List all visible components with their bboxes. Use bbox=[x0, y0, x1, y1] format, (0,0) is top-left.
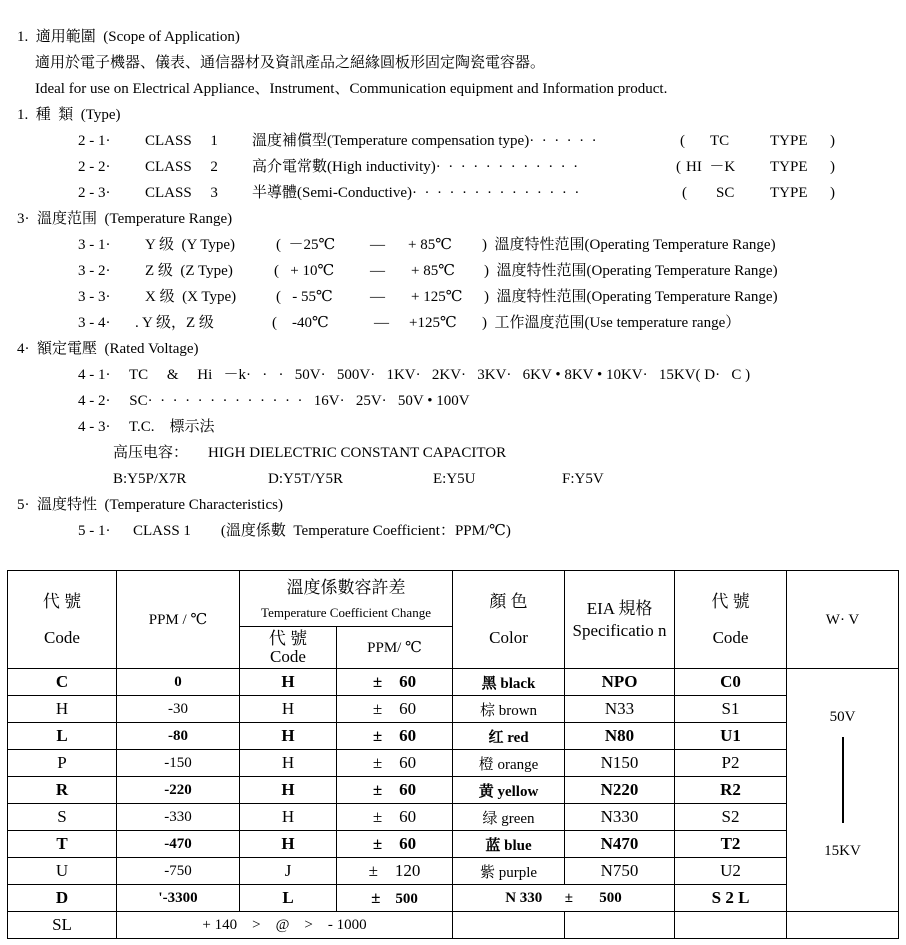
type-item-class: CLASS 3 bbox=[145, 185, 218, 201]
scope-title: 1. 適用範圍 (Scope of Application) bbox=[17, 29, 240, 45]
rated-voltage-title: 4· 額定電壓 (Rated Voltage) bbox=[17, 341, 199, 357]
cell-color: 黄 yellow bbox=[453, 777, 565, 804]
temp-range-low: ( －25℃ bbox=[276, 237, 336, 253]
cell-pm: ± bbox=[372, 699, 383, 718]
cell-tol: 60 bbox=[399, 807, 417, 826]
cell-ppm: 0 bbox=[117, 669, 240, 696]
cell-pm: ± bbox=[372, 780, 383, 799]
cell-pm: ± bbox=[372, 753, 383, 772]
tc-code-b: B:Y5P/X7R bbox=[113, 471, 187, 487]
cell-code: P bbox=[8, 750, 117, 777]
hv-capacitor-label: 高压电容： bbox=[113, 445, 189, 461]
table-row bbox=[8, 912, 899, 939]
table-row bbox=[8, 858, 899, 885]
cell-tc-code: J bbox=[240, 858, 337, 885]
temp-range-desc: ) 工作溫度范围(Use temperature range） bbox=[482, 315, 741, 331]
cell-tolerance bbox=[337, 723, 453, 750]
scope-text-zh: 適用於電子機器、儀表、通信器材及資訊產品之絕緣圓板形固定陶瓷電容器。 bbox=[35, 55, 546, 71]
temp-range-desc: ) 溫度特性范围(Operating Temperature Range) bbox=[482, 237, 776, 253]
temp-coefficient-table bbox=[7, 570, 899, 939]
temp-range-low: ( -40℃ bbox=[272, 315, 329, 331]
cell-color: 黑 black bbox=[453, 669, 565, 696]
cell-tolerance bbox=[337, 804, 453, 831]
cell-eia: N330 bbox=[565, 804, 675, 831]
table-row bbox=[8, 723, 899, 750]
cell-tolerance bbox=[337, 885, 453, 912]
cell-empty bbox=[565, 912, 675, 939]
type-item-desc: 半導體(Semi-Conductive)· · · · · · · · · · · · · · bbox=[252, 185, 580, 201]
table-row bbox=[8, 669, 899, 696]
temp-range-dash: — bbox=[370, 263, 385, 279]
header-sub-ppm: PPM/ ℃ bbox=[337, 627, 453, 669]
cell-ppm: -470 bbox=[117, 831, 240, 858]
temp-range-type: . Y 级，Z 级 bbox=[135, 315, 214, 331]
cell-code2: U2 bbox=[675, 858, 787, 885]
cell-tc-code: H bbox=[240, 669, 337, 696]
cell-code: SL bbox=[8, 912, 117, 939]
type-item-close: ) bbox=[830, 133, 835, 149]
tc-code-f: F:Y5V bbox=[562, 471, 604, 487]
header-tcc-zh: 溫度係數容許差 bbox=[286, 577, 406, 597]
tc-code-d: D:Y5T/Y5R bbox=[268, 471, 343, 487]
type-item-open: ( bbox=[682, 185, 687, 201]
type-item-no: 2 - 2· bbox=[78, 159, 111, 175]
tc-marking-method: 4 - 3· T.C. 標示法 bbox=[78, 419, 215, 435]
cell-ppm: -220 bbox=[117, 777, 240, 804]
temp-range-no: 3 - 4· bbox=[78, 315, 111, 331]
cell-color: 紫 purple bbox=[453, 858, 565, 885]
cell-tolerance bbox=[337, 858, 453, 885]
cell-tolerance bbox=[337, 831, 453, 858]
cell-pm: ± bbox=[372, 726, 383, 745]
type-item-code: SC bbox=[716, 185, 735, 201]
cell-tc-code: H bbox=[240, 750, 337, 777]
cell-eia: N80 bbox=[565, 723, 675, 750]
rated-voltage-tc-hik: 4 - 1· TC & Hi －k· · · 50V· 500V· 1KV· 2KV· 3KV· 6KV • 8KV • 10KV· 15KV( D· C ) bbox=[78, 367, 751, 383]
type-item-open: ( bbox=[680, 133, 685, 149]
cell-pm: ± bbox=[371, 888, 381, 907]
cell-tol: 60 bbox=[399, 753, 417, 772]
temp-range-low: ( - 55℃ bbox=[276, 289, 333, 305]
cell-code2: S1 bbox=[675, 696, 787, 723]
header-sub-code-en: Code bbox=[270, 646, 306, 666]
cell-pm: ± bbox=[368, 861, 378, 880]
temp-char-title: 5· 溫度特性 (Temperature Characteristics) bbox=[17, 497, 283, 513]
temp-range-high: + 125℃ bbox=[411, 289, 463, 305]
temp-range-desc: ) 溫度特性范围(Operating Temperature Range) bbox=[484, 289, 778, 305]
cell-empty bbox=[453, 912, 565, 939]
cell-tc-code: H bbox=[240, 831, 337, 858]
cell-code: L bbox=[8, 723, 117, 750]
wv-top-value: 50V bbox=[829, 709, 856, 725]
header-color-en: Color bbox=[489, 627, 528, 647]
temp-range-type: X 级 (X Type) bbox=[145, 289, 237, 305]
temp-range-type: Z 级 (Z Type) bbox=[145, 263, 233, 279]
header-color-zh: 顏 色 bbox=[489, 591, 528, 611]
cell-tolerance bbox=[337, 777, 453, 804]
header-wv: W· V bbox=[787, 571, 899, 669]
wv-bottom-value: 15KV bbox=[824, 843, 861, 859]
wv-range-line bbox=[842, 737, 844, 823]
cell-code2: U1 bbox=[675, 723, 787, 750]
header-color bbox=[453, 571, 565, 669]
rated-voltage-sc: 4 - 2· SC· · · · · · · · · · · · · 16V· 25V· 50V • 100V bbox=[78, 393, 470, 409]
cell-empty bbox=[675, 912, 787, 939]
temp-range-dash: — bbox=[370, 289, 385, 305]
cell-tc-code: H bbox=[240, 804, 337, 831]
cell-code: U bbox=[8, 858, 117, 885]
header-code-zh: 代 號 bbox=[42, 591, 82, 611]
cell-tol: 60 bbox=[399, 672, 417, 691]
cell-pm: ± bbox=[372, 834, 383, 853]
cell-eia: N150 bbox=[565, 750, 675, 777]
temp-range-high: +125℃ bbox=[409, 315, 457, 331]
type-item-class: CLASS 1 bbox=[145, 133, 218, 149]
table-row bbox=[8, 804, 899, 831]
type-item-code: TC bbox=[710, 133, 730, 149]
cell-tolerance bbox=[337, 750, 453, 777]
type-item-no: 2 - 1· bbox=[78, 133, 111, 149]
cell-eia: N220 bbox=[565, 777, 675, 804]
cell-tol: 60 bbox=[399, 726, 417, 745]
cell-eia: NPO bbox=[565, 669, 675, 696]
temp-range-dash: — bbox=[374, 315, 389, 331]
cell-code2: S 2 L bbox=[675, 885, 787, 912]
cell-color: 绿 green bbox=[453, 804, 565, 831]
header-code2 bbox=[675, 571, 787, 669]
table-row bbox=[8, 777, 899, 804]
class1-coefficient-line: 5 - 1· CLASS 1 (溫度係數 Temperature Coefficient：PPM/℃) bbox=[78, 523, 511, 539]
type-item-desc: 溫度補償型(Temperature compensation type)· · · · · · bbox=[252, 133, 597, 149]
cell-color: 棕 brown bbox=[453, 696, 565, 723]
cell-eia: N470 bbox=[565, 831, 675, 858]
table-row bbox=[8, 831, 899, 858]
cell-color: 橙 orange bbox=[453, 750, 565, 777]
hv-capacitor-desc: HIGH DIELECTRIC CONSTANT CAPACITOR bbox=[208, 445, 507, 461]
temp-range-dash: — bbox=[370, 237, 385, 253]
temp-range-type: Y 级 (Y Type) bbox=[145, 237, 236, 253]
cell-code: R bbox=[8, 777, 117, 804]
type-item-close: ) bbox=[830, 159, 835, 175]
cell-ppm: -80 bbox=[117, 723, 240, 750]
type-item-no: 2 - 3· bbox=[78, 185, 111, 201]
header-eia bbox=[565, 571, 675, 669]
header-code2-zh: 代 號 bbox=[711, 591, 750, 611]
cell-color: 红 red bbox=[453, 723, 565, 750]
header-tcc bbox=[240, 571, 453, 627]
temp-range-high: + 85℃ bbox=[408, 237, 452, 253]
cell-code2: P2 bbox=[675, 750, 787, 777]
cell-ppm: -330 bbox=[117, 804, 240, 831]
cell-tc-code: H bbox=[240, 696, 337, 723]
type-item-type: TYPE bbox=[770, 133, 808, 149]
cell-tol: 120 bbox=[394, 861, 421, 880]
cell-code2: R2 bbox=[675, 777, 787, 804]
cell-tol: 60 bbox=[399, 834, 417, 853]
header-eia-en: Specificatio n bbox=[572, 620, 667, 640]
tc-code-e: E:Y5U bbox=[433, 471, 476, 487]
cell-tol: 60 bbox=[399, 699, 417, 718]
cell-tol: 500 bbox=[395, 891, 418, 907]
type-item-type: TYPE bbox=[770, 159, 808, 175]
temp-range-low: ( + 10℃ bbox=[274, 263, 335, 279]
temp-range-high: + 85℃ bbox=[411, 263, 455, 279]
cell-tc-code: L bbox=[240, 885, 337, 912]
header-code bbox=[8, 571, 117, 669]
temp-range-no: 3 - 2· bbox=[78, 263, 111, 279]
header-code2-en: Code bbox=[712, 627, 749, 647]
header-ppm: PPM / ℃ bbox=[117, 571, 240, 669]
header-tcc-en: Temperature Coefficient Change bbox=[261, 604, 431, 620]
cell-code2: T2 bbox=[675, 831, 787, 858]
cell-code: T bbox=[8, 831, 117, 858]
cell-sl-range: + 140 > @ > - 1000 bbox=[117, 912, 453, 939]
cell-code: D bbox=[8, 885, 117, 912]
cell-code: C bbox=[8, 669, 117, 696]
cell-tc-code: H bbox=[240, 777, 337, 804]
cell-ppm: -30 bbox=[117, 696, 240, 723]
cell-ppm: '-3300 bbox=[117, 885, 240, 912]
header-code-en: Code bbox=[44, 627, 80, 647]
temp-range-title: 3· 溫度范围 (Temperature Range) bbox=[17, 211, 233, 227]
cell-tolerance bbox=[337, 696, 453, 723]
cell-code2: C0 bbox=[675, 669, 787, 696]
cell-code: H bbox=[8, 696, 117, 723]
table-row bbox=[8, 696, 899, 723]
type-item-desc: 高介電常數(High inductivity)· · · · · · · · · · · · bbox=[252, 159, 579, 175]
header-sub-code bbox=[240, 627, 337, 669]
type-item-code: HI －K bbox=[686, 159, 736, 175]
temp-range-no: 3 - 3· bbox=[78, 289, 111, 305]
cell-empty bbox=[787, 912, 899, 939]
cell-tol: 60 bbox=[399, 780, 417, 799]
type-item-class: CLASS 2 bbox=[145, 159, 218, 175]
cell-ppm: -750 bbox=[117, 858, 240, 885]
cell-eia: N750 bbox=[565, 858, 675, 885]
type-item-open: ( bbox=[676, 159, 681, 175]
cell-pm: ± bbox=[372, 672, 383, 691]
cell-pm: ± bbox=[372, 807, 383, 826]
cell-merged-spec: N 330 ± 500 bbox=[453, 885, 675, 912]
type-item-close: ) bbox=[830, 185, 835, 201]
temp-range-desc: ) 溫度特性范围(Operating Temperature Range) bbox=[484, 263, 778, 279]
cell-tolerance bbox=[337, 669, 453, 696]
temp-range-no: 3 - 1· bbox=[78, 237, 111, 253]
cell-code2: S2 bbox=[675, 804, 787, 831]
cell-tc-code: H bbox=[240, 723, 337, 750]
cell-eia: N33 bbox=[565, 696, 675, 723]
cell-code: S bbox=[8, 804, 117, 831]
cell-color: 蓝 blue bbox=[453, 831, 565, 858]
header-eia-zh: EIA 規格 bbox=[586, 598, 653, 618]
scope-text-en: Ideal for use on Electrical Appliance、Instrument、Communication equipment and Information product. bbox=[35, 81, 668, 97]
wv-cell bbox=[787, 669, 899, 912]
type-item-type: TYPE bbox=[770, 185, 808, 201]
table-row bbox=[8, 885, 899, 912]
table-row bbox=[8, 750, 899, 777]
header-sub-code-zh: 代 號 bbox=[268, 628, 308, 648]
type-title: 1. 種 類 (Type) bbox=[17, 107, 121, 123]
cell-ppm: -150 bbox=[117, 750, 240, 777]
